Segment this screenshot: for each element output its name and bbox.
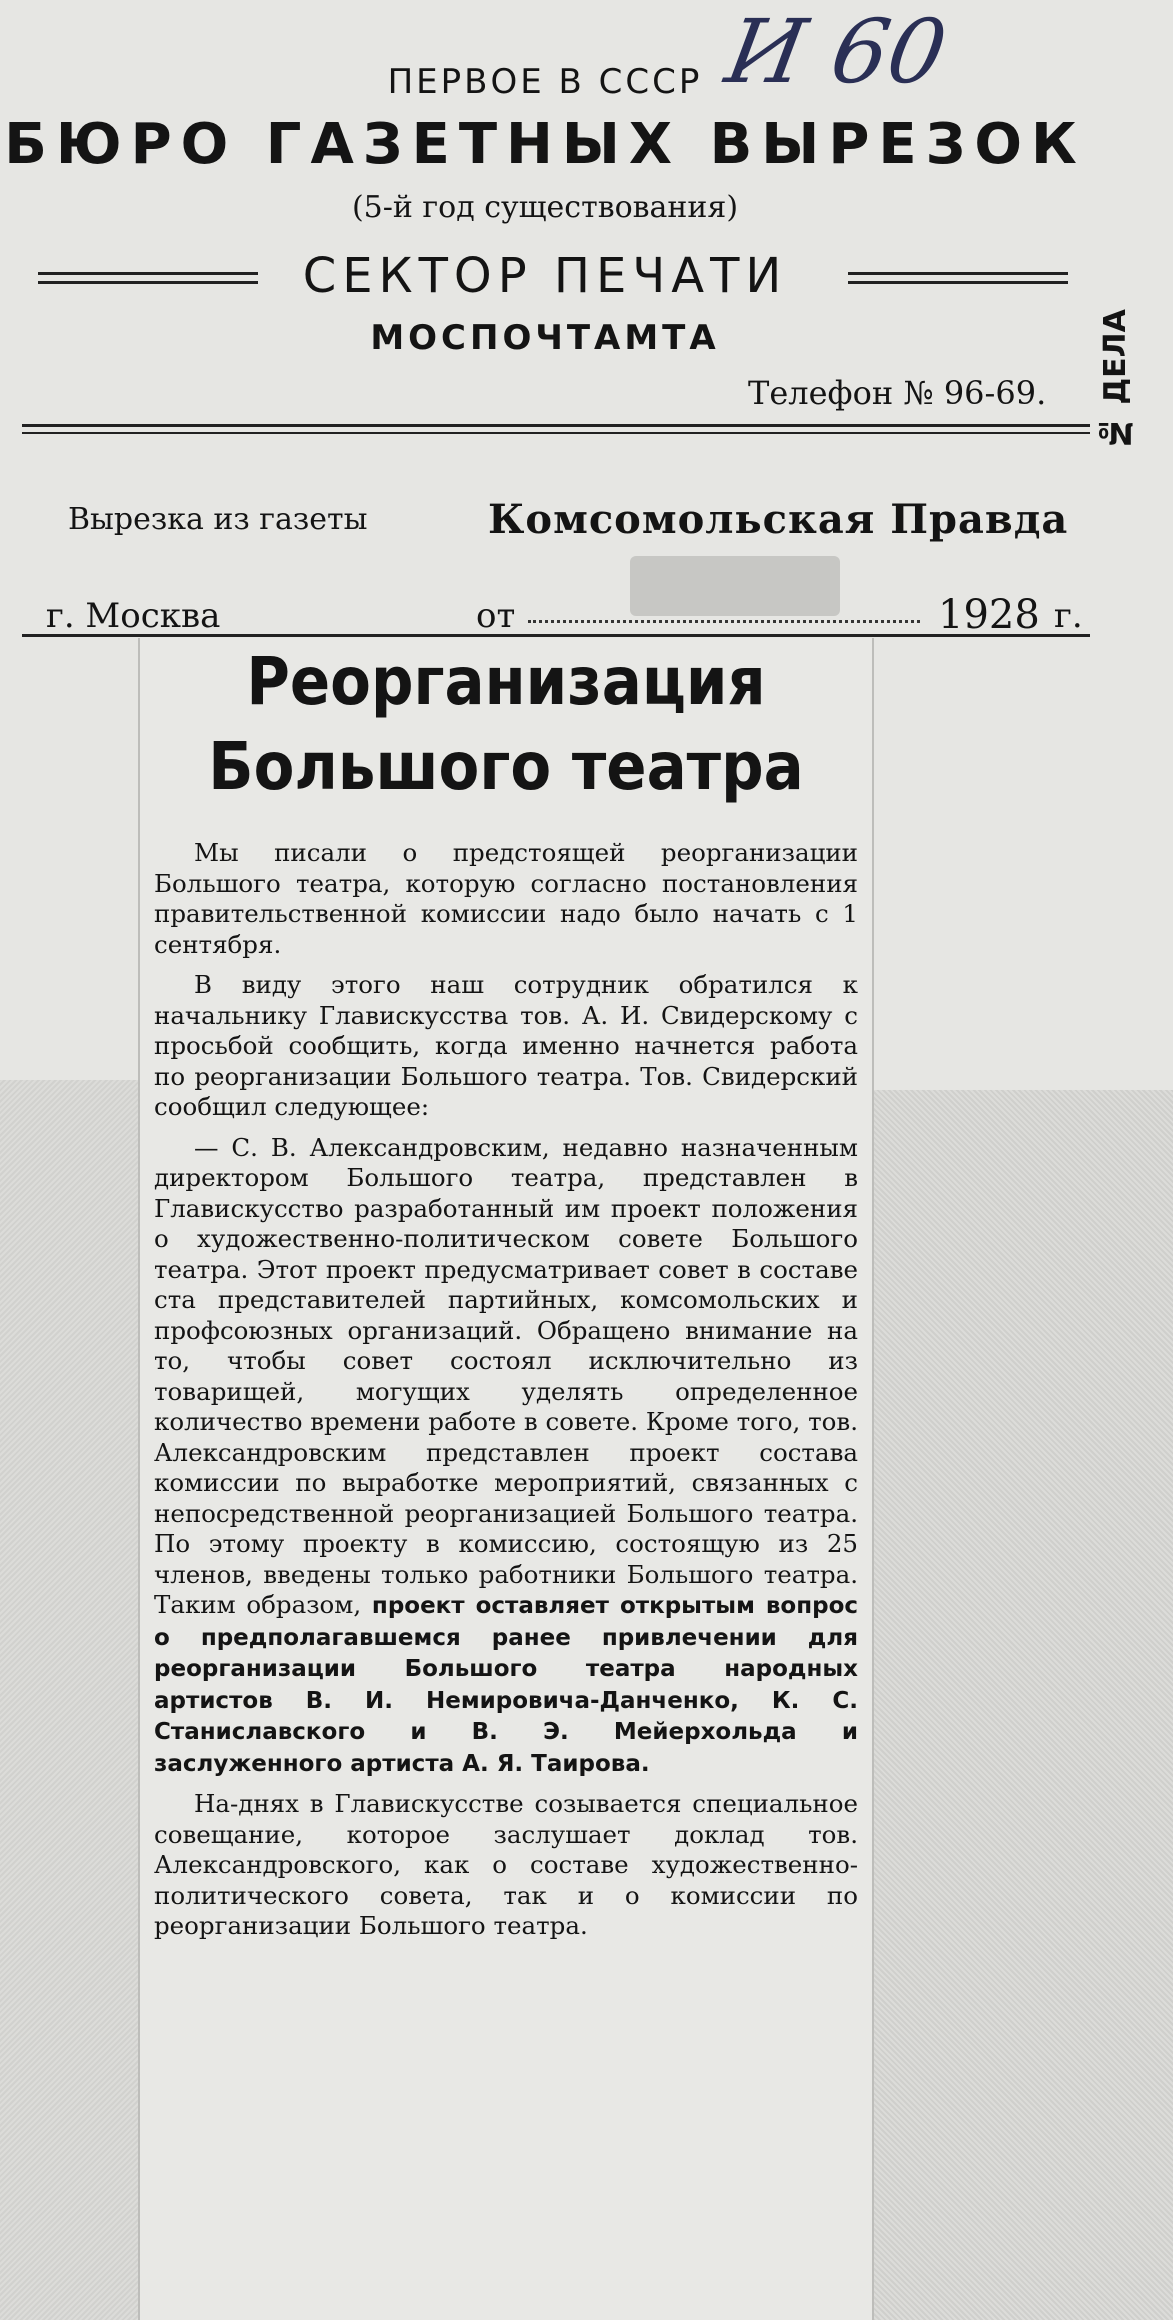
article-paragraph-2: В виду этого наш сотрудник обратился к начальнику Главискусства тов. А. И. Свидерскому с просьбой сообщить, когда именно начнется работа по реорганизации Большого театра. Тов. Свидерский сообщил следующее:	[154, 970, 858, 1121]
date-dotted-line	[528, 620, 920, 623]
header-mospochtamt: МОСПОЧТАМТА	[370, 318, 720, 358]
city-label: г. Москва	[46, 596, 221, 636]
newspaper-clipping	[138, 638, 874, 2320]
header-phone: Телефон № 96-69.	[748, 374, 1047, 412]
header-bureau-title: БЮРО ГАЗЕТНЫХ ВЫРЕЗОК	[4, 112, 1086, 177]
year-suffix: г.	[1054, 596, 1083, 636]
header-press-sector: СЕКТОР ПЕЧАТИ	[302, 248, 788, 304]
case-number-label: № ДЕЛА	[1098, 309, 1133, 450]
paper-texture-right	[870, 1090, 1173, 2320]
article-title-line-2: Большого театра	[208, 728, 804, 805]
clipping-label: Вырезка из газеты	[68, 502, 368, 537]
date-from-label: от	[476, 596, 516, 636]
header-bottom-rule	[22, 424, 1090, 434]
article-paragraph-3	[154, 1133, 858, 1780]
info-bottom-rule	[22, 634, 1090, 637]
article-paragraph-4: На-днях в Главискусстве созывается специальное совещание, которое заслушает доклад тов. Александровского, как о составе художественно-политического совета, так и о комиссии по реорганизации Большого театра.	[154, 1789, 858, 1940]
article-body	[154, 838, 858, 1952]
header-year-of-existence: (5-й год существования)	[351, 190, 739, 225]
article-title-line-1: Реорганизация	[246, 643, 766, 720]
year-value: 1928	[938, 592, 1040, 638]
date-stamp	[630, 556, 840, 616]
article-paragraph-3-regular: — С. В. Александровским, недавно назначенным директором Большого театра, представлен в Главискусство разработанный им проект положения о художественно-политическом совете Большого театра. Этот проект предусматривает совет в составе ста представителей партийных, комсомольских и профсоюзных организаций. Обращено внимание на то, чтобы совет состоял исключительно из товарищей, могущих уделять определенное количество времени работе в совете. Кроме того, тов. Александровским представлен проект состава комиссии по выработке мероприятий, связанных с непосредственной реорганизацией Большого театра. По этому проекту в комиссию, состоящую из 25 членов, введены только работники Большого театра. Таким образом,	[154, 1132, 858, 1619]
paper-texture-left	[0, 1080, 138, 2320]
handwritten-note: И 60	[718, 0, 954, 103]
newspaper-name: Комсомольская Правда	[488, 496, 1069, 543]
header-first-in-ussr: ПЕРВОЕ В СССР	[387, 62, 703, 102]
article-paragraph-1: Мы писали о предстоящей реорганизации Большого театра, которую согласно постановления правительственной комиссии надо было начать с 1 сентября.	[154, 838, 858, 959]
article-paragraph-3-bold: проект оставляет открытым вопрос о предполагавшемся ранее привлечении для реорганизации Большого театра народных артистов В. И. Немировича-Данченко, К. С. Станиславского и В. Э. Мейерхольда и заслуженного артиста А. Я. Таирова.	[154, 1593, 859, 1777]
